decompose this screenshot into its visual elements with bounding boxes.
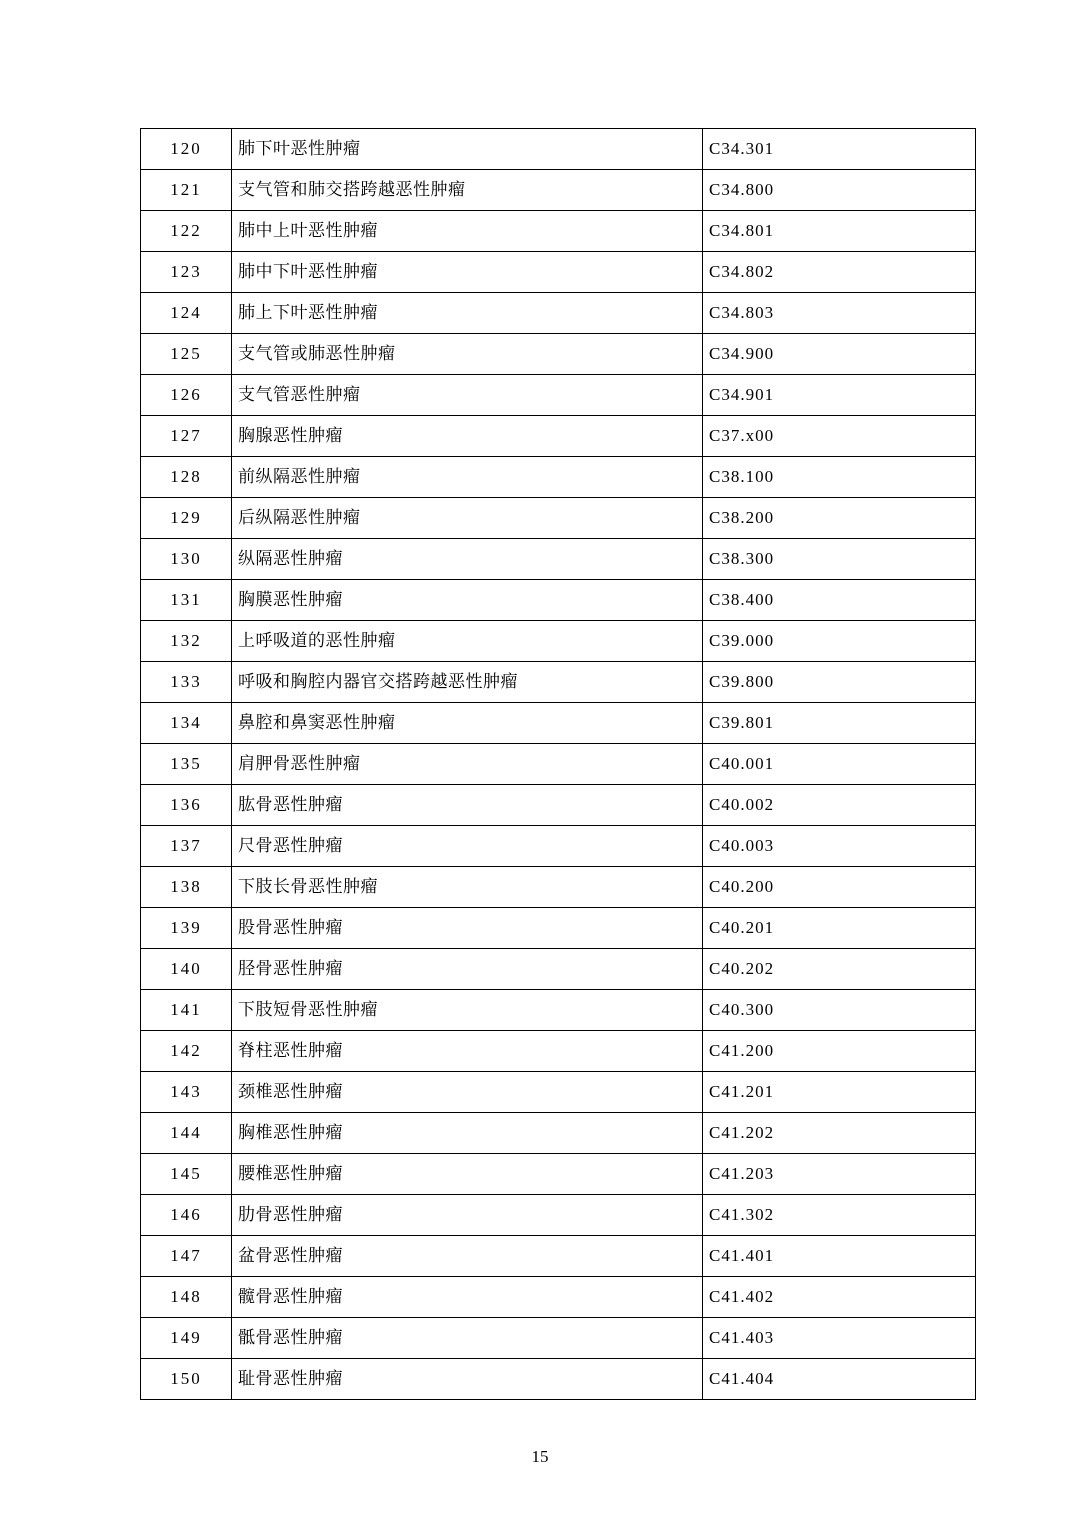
disease-name-cell: 肺中上叶恶性肿瘤 — [232, 211, 703, 252]
row-index-cell: 126 — [141, 375, 232, 416]
disease-name-cell: 上呼吸道的恶性肿瘤 — [232, 621, 703, 662]
disease-code-cell: C34.800 — [703, 170, 976, 211]
disease-code-cell: C40.200 — [703, 867, 976, 908]
disease-name-cell: 肺上下叶恶性肿瘤 — [232, 293, 703, 334]
disease-code-cell: C34.901 — [703, 375, 976, 416]
disease-name-cell: 下肢短骨恶性肿瘤 — [232, 990, 703, 1031]
disease-name-cell: 肋骨恶性肿瘤 — [232, 1195, 703, 1236]
disease-name-cell: 胸腺恶性肿瘤 — [232, 416, 703, 457]
table-row — [141, 539, 976, 580]
disease-code-cell: C34.900 — [703, 334, 976, 375]
disease-name-cell: 支气管恶性肿瘤 — [232, 375, 703, 416]
row-index-cell: 138 — [141, 867, 232, 908]
disease-code-cell: C34.803 — [703, 293, 976, 334]
table-row — [141, 990, 976, 1031]
table-row — [141, 129, 976, 170]
disease-name-cell: 脊柱恶性肿瘤 — [232, 1031, 703, 1072]
icd-code-table-container — [140, 128, 940, 1400]
disease-name-cell: 前纵隔恶性肿瘤 — [232, 457, 703, 498]
table-row — [141, 1031, 976, 1072]
disease-code-cell: C40.300 — [703, 990, 976, 1031]
table-row — [141, 1195, 976, 1236]
disease-code-cell: C40.001 — [703, 744, 976, 785]
row-index-cell: 143 — [141, 1072, 232, 1113]
disease-name-cell: 后纵隔恶性肿瘤 — [232, 498, 703, 539]
table-row — [141, 1113, 976, 1154]
table-row — [141, 1236, 976, 1277]
table-body — [141, 129, 976, 1400]
row-index-cell: 150 — [141, 1359, 232, 1400]
table-row — [141, 416, 976, 457]
row-index-cell: 144 — [141, 1113, 232, 1154]
disease-name-cell: 肩胛骨恶性肿瘤 — [232, 744, 703, 785]
table-row — [141, 1359, 976, 1400]
row-index-cell: 127 — [141, 416, 232, 457]
disease-name-cell: 肺下叶恶性肿瘤 — [232, 129, 703, 170]
row-index-cell: 121 — [141, 170, 232, 211]
table-row — [141, 1072, 976, 1113]
disease-code-cell: C41.401 — [703, 1236, 976, 1277]
disease-code-cell: C37.x00 — [703, 416, 976, 457]
table-row — [141, 1318, 976, 1359]
disease-name-cell: 骶骨恶性肿瘤 — [232, 1318, 703, 1359]
table-row — [141, 908, 976, 949]
disease-name-cell: 胫骨恶性肿瘤 — [232, 949, 703, 990]
disease-code-cell: C34.802 — [703, 252, 976, 293]
disease-name-cell: 下肢长骨恶性肿瘤 — [232, 867, 703, 908]
row-index-cell: 145 — [141, 1154, 232, 1195]
row-index-cell: 146 — [141, 1195, 232, 1236]
disease-name-cell: 股骨恶性肿瘤 — [232, 908, 703, 949]
disease-code-cell: C38.300 — [703, 539, 976, 580]
disease-code-cell: C39.800 — [703, 662, 976, 703]
disease-code-cell: C41.302 — [703, 1195, 976, 1236]
row-index-cell: 136 — [141, 785, 232, 826]
table-row — [141, 744, 976, 785]
disease-code-cell: C41.203 — [703, 1154, 976, 1195]
disease-name-cell: 鼻腔和鼻窦恶性肿瘤 — [232, 703, 703, 744]
table-row — [141, 949, 976, 990]
table-row — [141, 498, 976, 539]
disease-name-cell: 肺中下叶恶性肿瘤 — [232, 252, 703, 293]
row-index-cell: 123 — [141, 252, 232, 293]
disease-name-cell: 胸膜恶性肿瘤 — [232, 580, 703, 621]
table-row — [141, 580, 976, 621]
table-row — [141, 170, 976, 211]
row-index-cell: 131 — [141, 580, 232, 621]
disease-code-cell: C40.201 — [703, 908, 976, 949]
disease-name-cell: 耻骨恶性肿瘤 — [232, 1359, 703, 1400]
table-row — [141, 457, 976, 498]
icd-code-table — [140, 128, 976, 1400]
row-index-cell: 132 — [141, 621, 232, 662]
disease-name-cell: 腰椎恶性肿瘤 — [232, 1154, 703, 1195]
disease-code-cell: C41.402 — [703, 1277, 976, 1318]
row-index-cell: 124 — [141, 293, 232, 334]
disease-name-cell: 纵隔恶性肿瘤 — [232, 539, 703, 580]
disease-code-cell: C39.801 — [703, 703, 976, 744]
row-index-cell: 139 — [141, 908, 232, 949]
row-index-cell: 135 — [141, 744, 232, 785]
row-index-cell: 134 — [141, 703, 232, 744]
row-index-cell: 128 — [141, 457, 232, 498]
row-index-cell: 120 — [141, 129, 232, 170]
table-row — [141, 293, 976, 334]
disease-code-cell: C41.201 — [703, 1072, 976, 1113]
row-index-cell: 140 — [141, 949, 232, 990]
disease-code-cell: C38.400 — [703, 580, 976, 621]
disease-code-cell: C40.202 — [703, 949, 976, 990]
disease-code-cell: C34.801 — [703, 211, 976, 252]
row-index-cell: 149 — [141, 1318, 232, 1359]
disease-code-cell: C38.100 — [703, 457, 976, 498]
table-row — [141, 334, 976, 375]
disease-name-cell: 支气管和肺交搭跨越恶性肿瘤 — [232, 170, 703, 211]
table-row — [141, 252, 976, 293]
disease-name-cell: 呼吸和胸腔内器官交搭跨越恶性肿瘤 — [232, 662, 703, 703]
row-index-cell: 148 — [141, 1277, 232, 1318]
disease-code-cell: C40.002 — [703, 785, 976, 826]
disease-name-cell: 颈椎恶性肿瘤 — [232, 1072, 703, 1113]
row-index-cell: 141 — [141, 990, 232, 1031]
disease-code-cell: C41.404 — [703, 1359, 976, 1400]
disease-name-cell: 胸椎恶性肿瘤 — [232, 1113, 703, 1154]
table-row — [141, 375, 976, 416]
disease-name-cell: 支气管或肺恶性肿瘤 — [232, 334, 703, 375]
disease-code-cell: C41.403 — [703, 1318, 976, 1359]
table-row — [141, 662, 976, 703]
table-row — [141, 1154, 976, 1195]
row-index-cell: 142 — [141, 1031, 232, 1072]
row-index-cell: 147 — [141, 1236, 232, 1277]
page-number: 15 — [531, 1447, 549, 1466]
table-row — [141, 621, 976, 662]
row-index-cell: 129 — [141, 498, 232, 539]
row-index-cell: 133 — [141, 662, 232, 703]
disease-code-cell: C41.200 — [703, 1031, 976, 1072]
table-row — [141, 1277, 976, 1318]
disease-code-cell: C39.000 — [703, 621, 976, 662]
table-row — [141, 785, 976, 826]
row-index-cell: 125 — [141, 334, 232, 375]
row-index-cell: 130 — [141, 539, 232, 580]
table-row — [141, 703, 976, 744]
table-row — [141, 826, 976, 867]
disease-name-cell: 髋骨恶性肿瘤 — [232, 1277, 703, 1318]
table-row — [141, 867, 976, 908]
table-row — [141, 211, 976, 252]
disease-code-cell: C41.202 — [703, 1113, 976, 1154]
disease-name-cell: 尺骨恶性肿瘤 — [232, 826, 703, 867]
disease-name-cell: 肱骨恶性肿瘤 — [232, 785, 703, 826]
row-index-cell: 122 — [141, 211, 232, 252]
disease-code-cell: C38.200 — [703, 498, 976, 539]
disease-code-cell: C40.003 — [703, 826, 976, 867]
row-index-cell: 137 — [141, 826, 232, 867]
disease-name-cell: 盆骨恶性肿瘤 — [232, 1236, 703, 1277]
disease-code-cell: C34.301 — [703, 129, 976, 170]
